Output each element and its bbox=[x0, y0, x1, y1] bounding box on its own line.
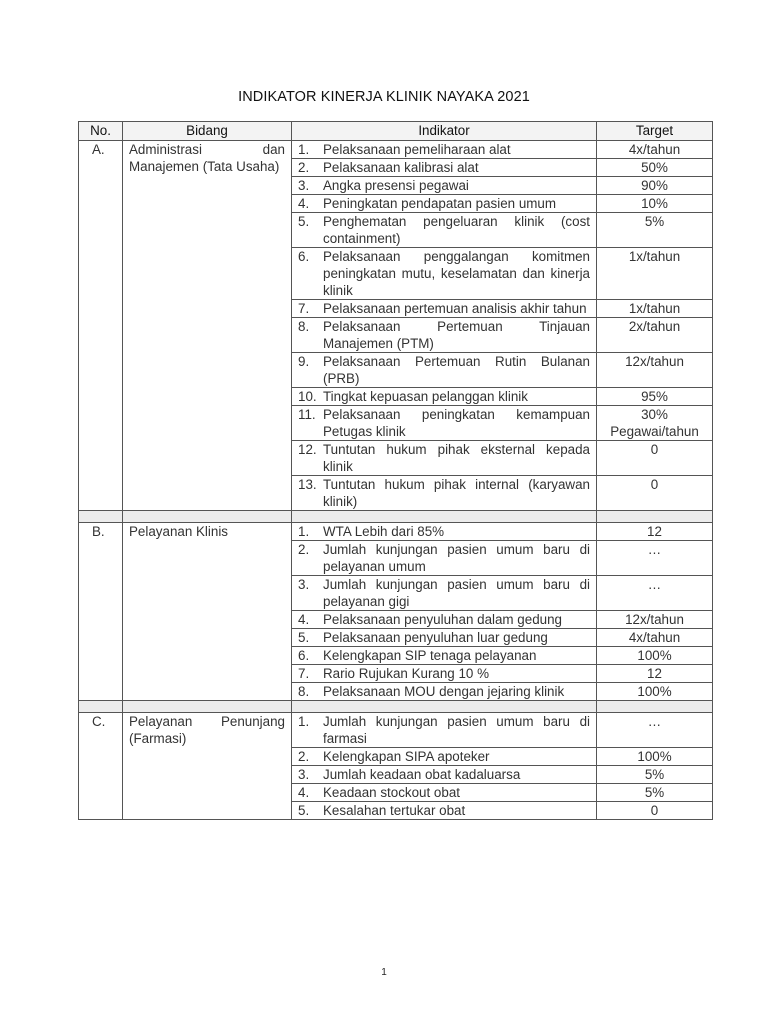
indicator-text: Pelaksanaan MOU dengan jejaring klinik bbox=[323, 684, 565, 699]
indicator-cell bbox=[292, 300, 597, 318]
target-cell: … bbox=[597, 576, 713, 611]
document-title: INDIKATOR KINERJA KLINIK NAYAKA 2021 bbox=[238, 89, 530, 105]
indicator-cell bbox=[292, 406, 597, 441]
indicator-item bbox=[298, 647, 590, 664]
header-no: No. bbox=[79, 122, 123, 141]
section-bidang: Pelayanan Penunjang (Farmasi) bbox=[123, 713, 292, 820]
indicator-cell bbox=[292, 318, 597, 353]
indicator-text: Jumlah keadaan obat kadaluarsa bbox=[323, 767, 521, 782]
indicator-text: Jumlah kunjungan pasien umum baru di farmasi bbox=[323, 714, 590, 746]
section-number: C. bbox=[79, 713, 123, 820]
indicator-item bbox=[298, 388, 590, 405]
separator-cell bbox=[292, 511, 597, 523]
target-cell: 10% bbox=[597, 195, 713, 213]
target-cell: 12 bbox=[597, 665, 713, 683]
section-separator-row bbox=[79, 511, 713, 523]
indicator-number: 5. bbox=[298, 214, 310, 229]
indicator-table bbox=[78, 121, 713, 820]
target-cell: 50% bbox=[597, 159, 713, 177]
target-cell: 12 bbox=[597, 523, 713, 541]
indicator-cell bbox=[292, 766, 597, 784]
separator-cell bbox=[597, 701, 713, 713]
indicator-item bbox=[298, 177, 590, 194]
indicator-number: 9. bbox=[298, 354, 310, 369]
target-cell: 4x/tahun bbox=[597, 141, 713, 159]
target-cell: 100% bbox=[597, 683, 713, 701]
target-cell: 5% bbox=[597, 784, 713, 802]
indicator-item bbox=[298, 766, 590, 783]
indicator-text: Jumlah kunjungan pasien umum baru di pelayanan umum bbox=[323, 542, 590, 574]
indicator-number: 1. bbox=[298, 142, 310, 157]
indicator-item bbox=[298, 683, 590, 700]
header-indikator: Indikator bbox=[292, 122, 597, 141]
indicator-item bbox=[298, 665, 590, 682]
target-cell: 12x/tahun bbox=[597, 611, 713, 629]
indicator-item bbox=[298, 629, 590, 646]
indicator-cell bbox=[292, 195, 597, 213]
indicator-number: 2. bbox=[298, 542, 310, 557]
indicator-number: 2. bbox=[298, 749, 310, 764]
indicator-number: 3. bbox=[298, 577, 310, 592]
indicator-text: Pelaksanaan penyuluhan dalam gedung bbox=[323, 612, 562, 627]
indicator-text: Jumlah kunjungan pasien umum baru di pelayanan gigi bbox=[323, 577, 590, 609]
section-number: B. bbox=[79, 523, 123, 701]
indicator-text: Pelaksanaan peningkatan kemampuan Petugas klinik bbox=[323, 407, 590, 439]
indicator-cell bbox=[292, 353, 597, 388]
indicator-text: Pelaksanaan pertemuan analisis akhir tahun bbox=[323, 301, 587, 316]
table-header-row bbox=[79, 122, 713, 141]
indicator-item bbox=[298, 300, 590, 317]
indicator-item bbox=[298, 576, 590, 610]
indicator-cell bbox=[292, 748, 597, 766]
indicator-text: Keadaan stockout obat bbox=[323, 785, 460, 800]
indicator-cell bbox=[292, 784, 597, 802]
target-cell: 1x/tahun bbox=[597, 300, 713, 318]
indicator-number: 6. bbox=[298, 648, 310, 663]
indicator-item bbox=[298, 748, 590, 765]
page-number: 1 bbox=[381, 967, 387, 978]
indicator-text: Tuntutan hukum pihak eksternal kepada klinik bbox=[323, 442, 590, 474]
header-target: Target bbox=[597, 122, 713, 141]
target-cell: 30% Pegawai/tahun bbox=[597, 406, 713, 441]
indicator-item bbox=[298, 441, 590, 475]
indicator-text: Kesalahan tertukar obat bbox=[323, 803, 466, 818]
target-cell: 90% bbox=[597, 177, 713, 195]
target-cell: 0 bbox=[597, 476, 713, 511]
indicator-item bbox=[298, 802, 590, 819]
indicator-number: 1. bbox=[298, 524, 310, 539]
indicator-number: 3. bbox=[298, 767, 310, 782]
indicator-text: Angka presensi pegawai bbox=[323, 178, 469, 193]
indicator-number: 12. bbox=[298, 442, 317, 457]
indicator-cell bbox=[292, 388, 597, 406]
indicator-item bbox=[298, 159, 590, 176]
indicator-number: 5. bbox=[298, 803, 310, 818]
indicator-text: Pelaksanaan Pertemuan Rutin Bulanan (PRB) bbox=[323, 354, 590, 386]
indicator-text: Kelengkapan SIP tenaga pelayanan bbox=[323, 648, 537, 663]
indicator-cell bbox=[292, 141, 597, 159]
table-row bbox=[79, 523, 713, 541]
indicator-number: 7. bbox=[298, 666, 310, 681]
indicator-number: 1. bbox=[298, 714, 310, 729]
separator-cell bbox=[123, 701, 292, 713]
indicator-number: 4. bbox=[298, 196, 310, 211]
indicator-cell bbox=[292, 647, 597, 665]
indicator-cell bbox=[292, 441, 597, 476]
indicator-number: 2. bbox=[298, 160, 310, 175]
indicator-text: WTA Lebih dari 85% bbox=[323, 524, 445, 539]
indicator-text: Penghematan pengeluaran klinik (cost containment) bbox=[323, 214, 590, 246]
table-body bbox=[79, 141, 713, 820]
header-bidang: Bidang bbox=[123, 122, 292, 141]
indicator-text: Pelaksanaan pemeliharaan alat bbox=[323, 142, 511, 157]
indicator-item bbox=[298, 195, 590, 212]
target-cell: 5% bbox=[597, 766, 713, 784]
indicator-cell bbox=[292, 523, 597, 541]
indicator-cell bbox=[292, 611, 597, 629]
indicator-item bbox=[298, 611, 590, 628]
indicator-text: Pelaksanaan penggalangan komitmen peningkatan mutu, keselamatan dan kinerja klinik bbox=[323, 249, 590, 298]
target-cell: … bbox=[597, 713, 713, 748]
section-bidang: Administrasi dan Manajemen (Tata Usaha) bbox=[123, 141, 292, 511]
indicator-cell bbox=[292, 665, 597, 683]
indicator-cell bbox=[292, 683, 597, 701]
indicator-item bbox=[298, 541, 590, 575]
indicator-item bbox=[298, 476, 590, 510]
target-cell: 12x/tahun bbox=[597, 353, 713, 388]
indicator-cell bbox=[292, 576, 597, 611]
indicator-cell bbox=[292, 541, 597, 576]
table-row bbox=[79, 713, 713, 748]
indicator-item bbox=[298, 784, 590, 801]
indicator-text: Peningkatan pendapatan pasien umum bbox=[323, 196, 557, 211]
indicator-number: 3. bbox=[298, 178, 310, 193]
indicator-cell bbox=[292, 248, 597, 300]
section-bidang: Pelayanan Klinis bbox=[123, 523, 292, 701]
indicator-text: Pelaksanaan kalibrasi alat bbox=[323, 160, 479, 175]
indicator-cell bbox=[292, 177, 597, 195]
indicator-number: 5. bbox=[298, 630, 310, 645]
indicator-cell bbox=[292, 476, 597, 511]
indicator-item bbox=[298, 353, 590, 387]
indicator-item bbox=[298, 406, 590, 440]
separator-cell bbox=[123, 511, 292, 523]
indicator-number: 7. bbox=[298, 301, 310, 316]
indicator-number: 8. bbox=[298, 319, 310, 334]
target-cell: 5% bbox=[597, 213, 713, 248]
indicator-item bbox=[298, 248, 590, 299]
indicator-cell bbox=[292, 802, 597, 820]
table-row bbox=[79, 141, 713, 159]
section-number: A. bbox=[79, 141, 123, 511]
indicator-number: 11. bbox=[298, 407, 316, 422]
indicator-text: Rario Rujukan Kurang 10 % bbox=[323, 666, 489, 681]
target-cell: … bbox=[597, 541, 713, 576]
indicator-item bbox=[298, 713, 590, 747]
target-cell: 95% bbox=[597, 388, 713, 406]
indicator-text: Tingkat kepuasan pelanggan klinik bbox=[323, 389, 528, 404]
indicator-item bbox=[298, 318, 590, 352]
separator-cell bbox=[79, 511, 123, 523]
indicator-number: 6. bbox=[298, 249, 310, 264]
target-cell: 100% bbox=[597, 748, 713, 766]
target-cell: 4x/tahun bbox=[597, 629, 713, 647]
indicator-number: 8. bbox=[298, 684, 310, 699]
indicator-text: Tuntutan hukum pihak internal (karyawan klinik) bbox=[323, 477, 590, 509]
separator-cell bbox=[292, 701, 597, 713]
target-cell: 0 bbox=[597, 802, 713, 820]
indicator-cell bbox=[292, 713, 597, 748]
indicator-item bbox=[298, 523, 590, 540]
indicator-cell bbox=[292, 629, 597, 647]
indicator-number: 10. bbox=[298, 389, 317, 404]
section-separator-row bbox=[79, 701, 713, 713]
indicator-number: 4. bbox=[298, 785, 310, 800]
separator-cell bbox=[79, 701, 123, 713]
indicator-item bbox=[298, 141, 590, 158]
indicator-cell bbox=[292, 213, 597, 248]
indicator-item bbox=[298, 213, 590, 247]
target-cell: 0 bbox=[597, 441, 713, 476]
indicator-text: Pelaksanaan Pertemuan Tinjauan Manajemen (PTM) bbox=[323, 319, 590, 351]
target-cell: 1x/tahun bbox=[597, 248, 713, 300]
separator-cell bbox=[597, 511, 713, 523]
indicator-text: Kelengkapan SIPA apoteker bbox=[323, 749, 490, 764]
target-cell: 100% bbox=[597, 647, 713, 665]
indicator-number: 4. bbox=[298, 612, 310, 627]
indicator-cell bbox=[292, 159, 597, 177]
target-cell: 2x/tahun bbox=[597, 318, 713, 353]
indicator-text: Pelaksanaan penyuluhan luar gedung bbox=[323, 630, 548, 645]
indicator-number: 13. bbox=[298, 477, 317, 492]
